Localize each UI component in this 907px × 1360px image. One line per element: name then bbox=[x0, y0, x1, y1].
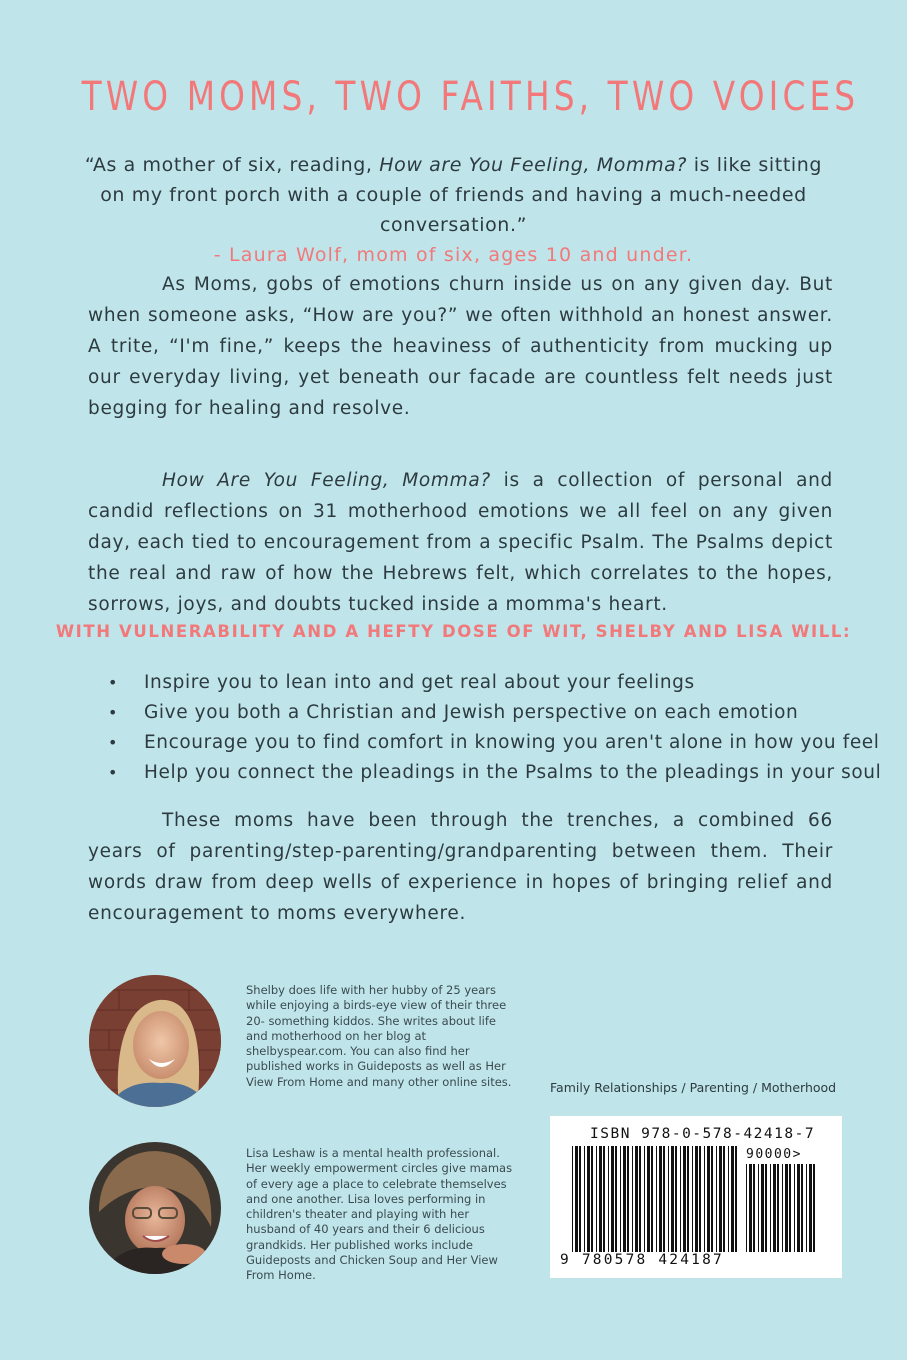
intro-paragraph bbox=[88, 269, 833, 424]
barcode-bar bbox=[644, 1146, 645, 1252]
bio-shelby: Shelby does life with her hubby of 25 years while enjoying a birds-eye view of their three 20- something kiddos. She writes about life and motherhood on her blog at shelbyspear.com. You can also find her published works in Guideposts as well as Her View From Home and many other online sites. bbox=[246, 983, 512, 1089]
description-paragraph-text: is a collection of personal and candid reflections on 31 motherhood emotions we all feel on any given day, each tied to encouragement from a specific Psalm. The Psalms depict the real and raw of how the Hebrews felt, which correlates to the hopes, sorrows, joys, and doubts tucked inside a momma's heart. bbox=[88, 470, 834, 615]
endorsement-quote bbox=[70, 150, 837, 270]
barcode-bar bbox=[651, 1146, 653, 1252]
barcode-bar bbox=[635, 1146, 638, 1252]
isbn-barcode bbox=[550, 1116, 842, 1278]
barcode-bar bbox=[801, 1164, 803, 1252]
barcode-bars bbox=[572, 1146, 742, 1252]
barcode-bar bbox=[716, 1146, 717, 1252]
barcode-bar bbox=[687, 1146, 689, 1252]
barcode-bar bbox=[656, 1146, 657, 1252]
barcode-bar bbox=[627, 1146, 629, 1252]
barcode-bar bbox=[603, 1146, 605, 1252]
authors-paragraph-text: These moms have been through the trenches, a combined 66 years of parenting/step-parenting/grandparenting between them. Their words draw from deep wells of experience in hopes of bringing relief and encouragement to moms everywhere. bbox=[88, 810, 833, 924]
barcode-bar bbox=[773, 1164, 776, 1252]
barcode-bar bbox=[620, 1146, 621, 1252]
barcode-bar bbox=[647, 1146, 650, 1252]
barcode-bar bbox=[758, 1164, 759, 1252]
barcode-bar bbox=[659, 1146, 662, 1252]
quote-attribution: - Laura Wolf, mom of six, ages 10 and under. bbox=[213, 244, 694, 266]
author-photo-lisa bbox=[89, 1142, 221, 1274]
benefit-item: • Inspire you to lean into and get real about your feelings bbox=[100, 668, 860, 698]
isbn-text: ISBN 978-0-578-42418-7 bbox=[590, 1126, 816, 1142]
barcode-bar bbox=[749, 1164, 752, 1252]
barcode-bar bbox=[731, 1146, 734, 1252]
barcode-bar bbox=[599, 1146, 602, 1252]
barcode-bar bbox=[809, 1164, 812, 1252]
barcode-bar bbox=[794, 1164, 795, 1252]
barcode-bar bbox=[615, 1146, 617, 1252]
barcode-bar bbox=[632, 1146, 633, 1252]
intro-paragraph-text: As Moms, gobs of emotions churn inside us on any given day. But when someone asks, “How are you?” we often withhold an honest answer. A trite, “I'm fine,” keeps the heaviness of authenticity from mucking up our everyday living, yet beneath our facade are countless felt needs just begging for healing and resolve. bbox=[88, 274, 833, 419]
benefit-item: • Give you both a Christian and Jewish perspective on each emotion bbox=[100, 698, 860, 728]
book-category: Family Relationships / Parenting / Motherhood bbox=[550, 1080, 837, 1095]
barcode-bar bbox=[692, 1146, 693, 1252]
bullet-icon: • bbox=[108, 703, 119, 722]
barcode-bar bbox=[728, 1146, 729, 1252]
barcode-bar bbox=[707, 1146, 710, 1252]
barcode-bar bbox=[746, 1164, 747, 1252]
barcode-bar bbox=[782, 1164, 783, 1252]
barcode-bar bbox=[789, 1164, 791, 1252]
barcode-bar bbox=[608, 1146, 609, 1252]
barcode-bar bbox=[761, 1164, 764, 1252]
barcode-bar bbox=[596, 1146, 597, 1252]
benefits-heading: WITH VULNERABILITY AND A HEFTY DOSE OF WIT, SHELBY AND LISA WILL: bbox=[55, 622, 852, 641]
barcode-bar bbox=[575, 1146, 578, 1252]
barcode-bar bbox=[639, 1146, 641, 1252]
barcode-bar bbox=[668, 1146, 669, 1252]
barcode-bar bbox=[723, 1146, 725, 1252]
barcode-bar bbox=[591, 1146, 593, 1252]
barcode-bar bbox=[663, 1146, 665, 1252]
description-book-title: How Are You Feeling, Momma? bbox=[162, 470, 491, 491]
barcode-bar bbox=[770, 1164, 771, 1252]
description-paragraph bbox=[88, 465, 833, 620]
barcode-bar bbox=[695, 1146, 698, 1252]
barcode-bar bbox=[584, 1146, 585, 1252]
barcode-bar bbox=[699, 1146, 701, 1252]
barcode-bar bbox=[753, 1164, 755, 1252]
barcode-bar bbox=[680, 1146, 681, 1252]
ean-text: 9 780578 424187 bbox=[560, 1252, 724, 1268]
quote-book-title: How are You Feeling, Momma? bbox=[379, 154, 688, 176]
bullet-icon: • bbox=[108, 763, 119, 782]
barcode-bar bbox=[806, 1164, 807, 1252]
barcode-bar bbox=[671, 1146, 674, 1252]
bullet-icon: • bbox=[108, 733, 119, 752]
barcode-bar bbox=[579, 1146, 581, 1252]
benefit-item: • Encourage you to find comfort in knowing you aren't alone in how you feel bbox=[100, 728, 860, 758]
barcode-bar bbox=[777, 1164, 779, 1252]
quote-text-start: “As a mother of six, reading, bbox=[84, 154, 380, 176]
authors-paragraph bbox=[88, 805, 833, 929]
bio-lisa: Lisa Leshaw is a mental health professional. Her weekly empowerment circles give mamas of every age a place to celebrate themselves and one another. Lisa loves performing in children's theater and playing with her husband of 40 years and their 6 delicious grandkids. Her published works include Guideposts and Chicken Soup and Her View From Home. bbox=[246, 1146, 513, 1283]
barcode-bar bbox=[711, 1146, 713, 1252]
barcode-bar bbox=[587, 1146, 590, 1252]
barcode-bar bbox=[785, 1164, 788, 1252]
barcode-bar bbox=[704, 1146, 705, 1252]
barcode-bar bbox=[611, 1146, 614, 1252]
barcode-bar bbox=[719, 1146, 722, 1252]
addon-barcode-bars bbox=[746, 1164, 816, 1252]
barcode-bar bbox=[813, 1164, 815, 1252]
benefit-item: • Help you connect the pleadings in the Psalms to the pleadings in your soul bbox=[100, 758, 860, 788]
barcode-bar bbox=[735, 1146, 737, 1252]
barcode-bar bbox=[683, 1146, 686, 1252]
benefits-list bbox=[100, 668, 882, 788]
author-photo-shelby bbox=[89, 975, 221, 1107]
barcode-addon-text: 90000> bbox=[746, 1147, 802, 1162]
barcode-bar bbox=[765, 1164, 767, 1252]
barcode-bar bbox=[797, 1164, 800, 1252]
bullet-icon: • bbox=[108, 673, 119, 692]
cover-title: TWO MOMS, TWO FAITHS, TWO VOICES bbox=[81, 74, 860, 120]
barcode-bar bbox=[572, 1146, 573, 1252]
quote-text-end: is like sitting on my front porch with a couple of friends and having a much-needed conversation.” bbox=[100, 154, 823, 236]
barcode-bar bbox=[675, 1146, 677, 1252]
barcode-bar bbox=[623, 1146, 626, 1252]
